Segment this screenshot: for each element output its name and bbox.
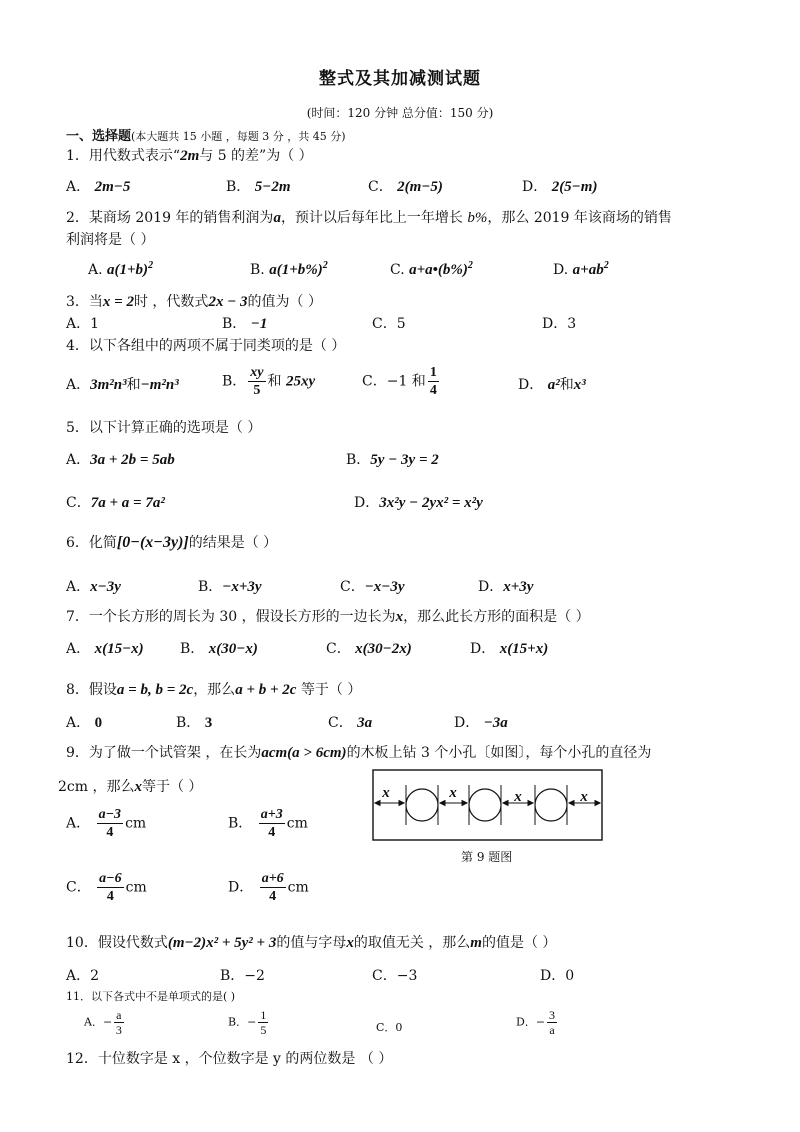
q6-option-c[interactable]: C．−x−3y xyxy=(340,579,405,595)
question-2-stem-line2: 利润将是（ ） xyxy=(66,232,155,248)
question-2-stem: 2．某商场 2019 年的销售利润为a，预计以后每年比上一年增长 b%，那么 2019 年该商场的销售 xyxy=(66,210,672,226)
gap-label-2: x xyxy=(449,785,457,801)
q3-option-d[interactable]: D．3 xyxy=(542,316,577,332)
question-7-stem: 7．一个长方形的周长为 30 ，假设长方形的一边长为x，那么此长方形的面积是（ ） xyxy=(66,609,590,625)
q6-option-d[interactable]: D．x+3y xyxy=(478,579,534,595)
q5-option-a[interactable]: A．3a + 2b = 5ab xyxy=(66,452,175,468)
q1-option-a[interactable]: A． 2m−5 xyxy=(66,179,131,195)
gap-label-4: x xyxy=(580,789,588,805)
q1-option-c[interactable]: C． 2(m−5) xyxy=(368,179,443,195)
q11-option-a[interactable]: A．− $\frac{a}{3}$ xyxy=(84,1008,122,1037)
q7-option-a[interactable]: A． x(15−x) xyxy=(66,641,144,657)
question-6-stem: 6．化简[0−(x−3y)]的结果是（ ） xyxy=(66,534,278,551)
q8-option-c[interactable]: C． 3a xyxy=(328,715,373,731)
hole-1 xyxy=(406,789,438,821)
q1-expression: 2m xyxy=(180,148,200,164)
q7-option-d[interactable]: D． x(15+x) xyxy=(470,641,549,657)
q9-figure xyxy=(372,769,604,847)
question-4-stem: 4．以下各组中的两项不属于同类项的是（ ） xyxy=(66,338,346,354)
q7-option-b[interactable]: B． x(30−x) xyxy=(180,641,258,657)
q9-option-d[interactable]: D． $\frac{a+6}{4}$ cm xyxy=(228,871,309,904)
q6-option-b[interactable]: B．−x+3y xyxy=(198,579,262,595)
q4-option-c[interactable]: C．−1 和 $\frac{1}{4}$ xyxy=(362,365,437,398)
q11-option-c[interactable]: C．0 xyxy=(376,1021,403,1034)
question-8-stem: 8．假设a = b, b = 2c，那么a + b + 2c 等于（ ） xyxy=(66,682,362,698)
q1-option-b[interactable]: B． 5−2m xyxy=(226,179,291,195)
q5-option-b[interactable]: B．5y − 3y = 2 xyxy=(346,452,439,468)
q5-option-c[interactable]: C．7a + a = 7a² xyxy=(66,495,165,511)
question-1-stem: 1．用代数式表示“2m与 5 的差”为（ ） xyxy=(66,148,313,164)
section-title: 一、选择题 xyxy=(66,129,132,144)
q8-option-a[interactable]: A． 0 xyxy=(66,715,103,731)
q4-option-d[interactable]: D． a²和x³ xyxy=(518,377,586,393)
section-header xyxy=(66,125,346,144)
section-note: (本大题共 15 小题 ，每题 3 分 ，共 45 分) xyxy=(131,130,346,143)
gap-label-1: x xyxy=(382,785,390,801)
gap-label-3: x xyxy=(514,789,522,805)
q3-option-b[interactable]: B． −1 xyxy=(222,316,268,332)
question-9-stem: 9．为了做一个试管架 ，在长为acm(a > 6cm)的木板上钻 3 个小孔〔如图〕，每个小孔的直径为 xyxy=(66,745,652,761)
q3-option-c[interactable]: C．5 xyxy=(372,316,406,332)
question-5-stem: 5．以下计算正确的选项是（ ） xyxy=(66,420,262,436)
q8-option-d[interactable]: D． −3a xyxy=(454,715,508,731)
figure-caption: 第 9 题图 xyxy=(461,850,513,864)
q4-option-a[interactable]: A．3m²n³和−m²n³ xyxy=(66,377,179,393)
q2-option-b[interactable]: B. $a(1+b\%)^2$ xyxy=(250,260,328,278)
q7-option-c[interactable]: C． x(30−2x) xyxy=(326,641,412,657)
q11-option-d[interactable]: D．− $\frac{3}{a}$ xyxy=(516,1008,556,1037)
q3-option-a[interactable]: A．1 xyxy=(66,316,100,332)
question-3-stem: 3．当x = 2时 ，代数式2x − 3的值为（ ） xyxy=(66,294,322,310)
q9-option-c[interactable]: C． $\frac{a-6}{4}$ cm xyxy=(66,871,147,904)
q4-option-b[interactable]: B． $\frac{xy}{5}$ 和 25xy xyxy=(222,365,316,398)
hole-3 xyxy=(535,789,567,821)
q9-option-a[interactable]: A． $\frac{a-3}{4}$ cm xyxy=(66,807,147,840)
q10-option-b[interactable]: B．−2 xyxy=(220,968,265,984)
q5-option-d[interactable]: D．3x²y − 2yx² = x²y xyxy=(354,495,483,511)
q2-option-c[interactable]: C. $a+a•(b\%)^2$ xyxy=(390,260,473,278)
exam-info: (时间：120 分钟 总分值：150 分) xyxy=(306,106,494,120)
q10-option-c[interactable]: C．−3 xyxy=(372,968,418,984)
q10-option-a[interactable]: A．2 xyxy=(66,968,100,984)
question-11-stem: 11．以下各式中不是单项式的是( ) xyxy=(66,990,236,1003)
page-title: 整式及其加减测试题 xyxy=(319,69,481,89)
question-9-stem-line2: 2cm ，那么x等于（ ） xyxy=(58,779,203,795)
hole-2 xyxy=(469,789,501,821)
q9-option-b[interactable]: B． $\frac{a+3}{4}$ cm xyxy=(228,807,308,840)
q11-option-b[interactable]: B．− $\frac{1}{5}$ xyxy=(228,1008,267,1037)
q6-option-a[interactable]: A．x−3y xyxy=(66,579,121,595)
question-10-stem: 10．假设代数式(m−2)x² + 5y² + 3的值与字母x的取值无关 ，那么m的值是（ ） xyxy=(66,935,557,951)
q2-option-a[interactable]: A. $a(1+b)^2$ xyxy=(88,260,154,278)
board-diagram xyxy=(372,769,604,843)
q10-option-d[interactable]: D．0 xyxy=(540,968,575,984)
wooden-board xyxy=(373,770,602,840)
q2-option-d[interactable]: D. $a+ab^2$ xyxy=(553,260,609,278)
q8-option-b[interactable]: B． 3 xyxy=(176,715,213,731)
question-12-stem: 12．十位数字是 x ，个位数字是 y 的两位数是 （ ） xyxy=(66,1051,393,1067)
q1-option-d[interactable]: D． 2(5−m) xyxy=(522,179,598,195)
